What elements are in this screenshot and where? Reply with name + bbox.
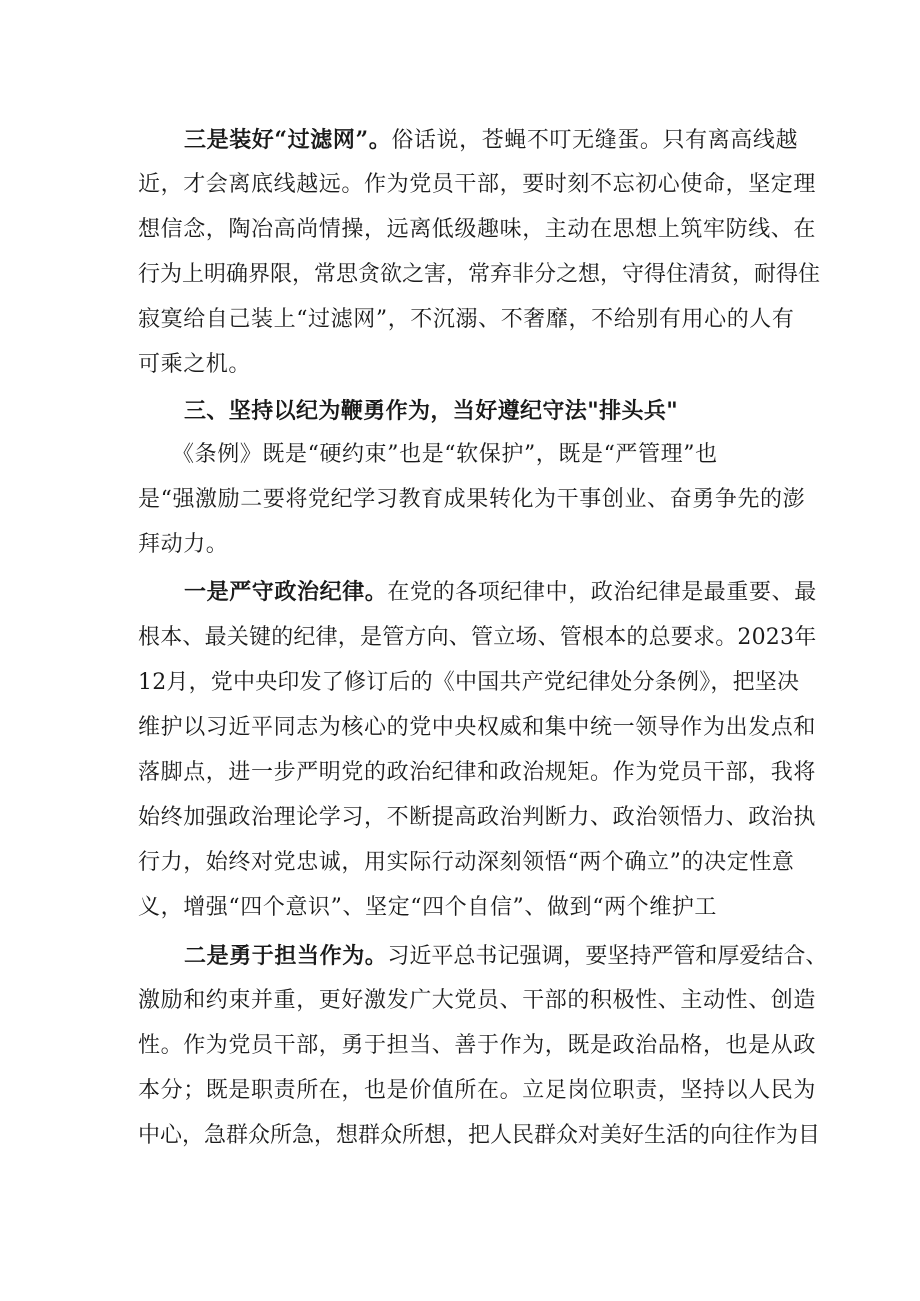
text-line: 性。作为党员干部，勇于担当、善于作为，既是政治品格，也是从政	[138, 1033, 817, 1058]
section-heading: 三、坚持以纪为鞭勇作为，当好遵纪守法"排头兵"	[184, 398, 679, 424]
text-line: 行为上明确界限，常思贪欲之害，常弃非分之想，守得住清贫，耐得住	[138, 262, 821, 287]
political-discipline-heading: 一是严守政治纪律。	[184, 579, 388, 605]
text-line: 俗话说，苍蝇不叮无缝蛋。只有离高线越	[391, 128, 799, 153]
text-line: 习近平总书记强调，要坚持严管和厚爱结合、	[387, 944, 828, 969]
text-line: 本分；既是职责所在，也是价值所在。立足岗位职责，坚持以人民为	[138, 1078, 817, 1103]
text-line: 是“强激励二要将党纪学习教育成果转化为干事创业、奋勇争先的澎	[138, 487, 806, 512]
text-line: 始终加强政治理论学习，不断提高政治判断力、政治领悟力、政治执	[138, 805, 817, 830]
text-line: 近，才会离底线越远。作为党员干部，要时刻不忘初心使命，坚定理	[138, 172, 817, 197]
text-line: 行力，始终对党忠诚，用实际行动深刻领悟“两个确立”的决定性意	[138, 850, 795, 875]
text-line: 中心，急群众所急，想群众所想，把人民群众对美好生活的向往作为目	[138, 1123, 821, 1148]
text-line: 在党的各项纪律中，政治纪律是最重要、最	[387, 580, 817, 605]
text-line: 义，增强“四个意识”、坚定“四个自信”、做到“两个维护工	[138, 895, 718, 920]
responsibility-heading: 二是勇于担当作为。	[184, 943, 388, 969]
paragraph-filter-net-line-1	[0, 125, 920, 156]
text-line: 12月，党中央印发了修订后的《中国共产党纪律处分条例》，把坚决	[138, 670, 800, 695]
text-line: 落脚点，进一步严明党的政治纪律和政治规矩。作为党员干部，我将	[138, 760, 817, 785]
paragraph-responsibility-line-1	[0, 941, 920, 972]
text-line: 可乘之机。	[138, 352, 252, 377]
text-line: 拜动力。	[138, 532, 229, 557]
text-line: 维护以习近平同志为核心的党中央权威和集中统一领导作为出发点和	[138, 715, 817, 740]
text-line: 想信念，陶冶高尚情操，远离低级趣味，主动在思想上筑牢防线、在	[138, 217, 817, 242]
text-line: 激励和约束并重，更好激发广大党员、干部的积极性、主动性、创造	[138, 988, 817, 1013]
text-line: 根本、最关键的纪律，是管方向、管立场、管根本的总要求。2023年	[138, 625, 817, 650]
filter-net-heading: 三是装好“过滤网”。	[184, 127, 392, 153]
text-line: 《条例》既是“硬约束”也是“软保护”，既是“严管理”也	[172, 442, 718, 467]
paragraph-political-discipline-line-1	[0, 577, 920, 608]
text-line: 寂寞给自己装上“过滤网”，不沉溺、不奢靡，不给别有用心的人有	[138, 307, 795, 332]
